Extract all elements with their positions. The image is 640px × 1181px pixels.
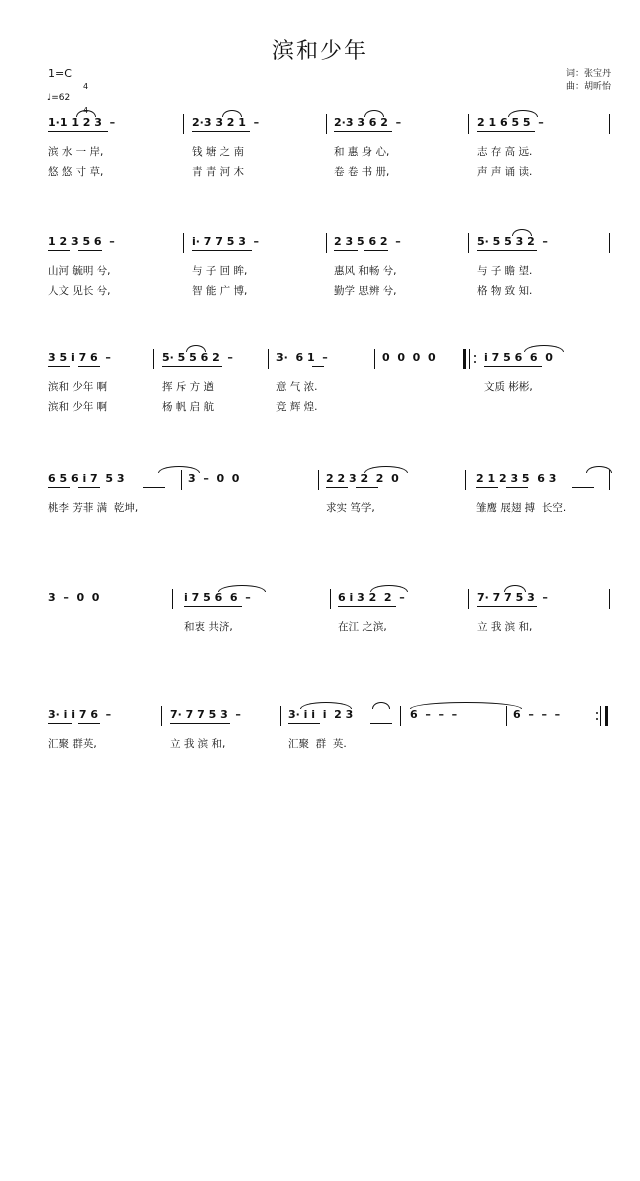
measure-notes: 7· 7 7 5 3 –	[170, 708, 241, 721]
barline	[172, 589, 173, 609]
beam-underline	[370, 723, 392, 724]
final-barline	[600, 706, 601, 726]
lyric-line-1: 文质 彬彬,	[484, 381, 533, 393]
tie-slur	[158, 466, 200, 473]
measure-notes: 3· i i 7 6 –	[48, 708, 112, 721]
measure-notes: 5· 5 5 3 2 –	[477, 235, 548, 248]
lyric-line-1: 滨和 少年 啊	[48, 381, 108, 393]
beam-underline	[364, 250, 388, 251]
lyric-line-2: 格 物 致 知.	[477, 285, 533, 297]
lyric-line-1: 桃李 芳菲 满 乾坤,	[48, 502, 139, 514]
measure-notes: 2·3 3 2 1 –	[192, 116, 260, 129]
measure-notes: 2·3 3 6 2 –	[334, 116, 402, 129]
measure-notes: 1 2 3 5 6 –	[48, 235, 115, 248]
beam-underline	[477, 250, 537, 251]
measure-notes: 2 2 3 2 2 0	[326, 472, 399, 485]
beam-underline	[48, 487, 70, 488]
beam-underline	[572, 487, 594, 488]
quarter-note-icon: ♩	[47, 93, 52, 103]
measure-notes: 3 – 0 0	[48, 591, 100, 604]
barline	[468, 114, 469, 134]
lyric-line-1: 立 我 滨 和,	[477, 621, 533, 633]
lyric-line-1: 惠风 和畅 兮,	[334, 265, 397, 277]
score-system-3	[0, 349, 640, 419]
lyric-line-1: 意 气 浓.	[276, 381, 318, 393]
barline	[609, 114, 610, 134]
beam-underline	[192, 131, 250, 132]
lyric-line-1: 和衷 共济,	[184, 621, 233, 633]
lyric-line-2: 杨 帆 启 航	[162, 401, 215, 413]
barline	[181, 470, 182, 490]
measure-notes: 6 – – –	[410, 708, 458, 721]
beam-underline	[143, 487, 165, 488]
lyric-line-1: 汇聚 群 英.	[288, 738, 347, 750]
beam-underline	[48, 250, 70, 251]
beam-underline	[170, 723, 230, 724]
lyric-line-2: 智 能 广 博,	[192, 285, 248, 297]
beam-underline	[192, 250, 252, 251]
tie-slur	[586, 466, 612, 473]
lyric-line-1: 钱 塘 之 南	[192, 146, 245, 158]
beam-underline	[334, 250, 358, 251]
lyric-line-2: 青 青 河 木	[192, 166, 245, 178]
measure-notes: 1·1 1 2 3 –	[48, 116, 116, 129]
score-system-1	[0, 114, 640, 184]
tie-slur	[512, 229, 532, 236]
measure-notes: 3· 6 1 –	[276, 351, 328, 364]
barline	[326, 233, 327, 253]
measure-notes: i 7 5 6 6 0	[484, 351, 553, 364]
key-signature: 1=C	[48, 67, 72, 80]
tempo-marking	[47, 93, 70, 103]
barline	[400, 706, 401, 726]
beam-underline	[78, 250, 102, 251]
tie-slur	[222, 110, 242, 117]
barline	[465, 470, 466, 490]
beam-underline	[78, 366, 100, 367]
beam-underline	[476, 487, 498, 488]
lyric-line-2: 人文 见长 兮,	[48, 285, 111, 297]
tie-slur	[370, 585, 408, 592]
lyricist-credit: 词：张宝丹	[566, 69, 612, 79]
tie-slur	[364, 466, 408, 473]
lyric-line-2: 竞 辉 煌.	[276, 401, 318, 413]
lyric-line-1: 立 我 滨 和,	[170, 738, 226, 750]
repeat-dot	[474, 361, 476, 363]
beam-underline	[477, 131, 535, 132]
beam-underline	[312, 366, 324, 367]
barline	[318, 470, 319, 490]
measure-notes: 6 i 3 2 2 –	[338, 591, 405, 604]
beam-underline	[356, 487, 378, 488]
barline	[183, 114, 184, 134]
lyric-line-1: 汇聚 群英,	[48, 738, 97, 750]
measure-notes: i· 7 7 5 3 –	[192, 235, 260, 248]
lyric-line-1: 与 子 回 眸,	[192, 265, 248, 277]
time-signature-bottom: 4	[83, 106, 89, 115]
barline	[609, 589, 610, 609]
measure-notes: 3· i i i 2 3	[288, 708, 354, 721]
barline	[161, 706, 162, 726]
barline	[280, 706, 281, 726]
beam-underline	[48, 366, 70, 367]
barline	[468, 233, 469, 253]
time-signature-top: 4	[83, 82, 89, 91]
barline	[183, 233, 184, 253]
measure-notes: 6 5 6 i 7 5 3	[48, 472, 125, 485]
barline	[268, 349, 269, 369]
beam-underline	[48, 723, 72, 724]
lyric-line-2: 滨和 少年 啊	[48, 401, 108, 413]
barline	[326, 114, 327, 134]
lyric-line-1: 与 子 瞻 望.	[477, 265, 533, 277]
barline	[153, 349, 154, 369]
composer-credit: 曲：胡昕怡	[566, 82, 612, 92]
measure-notes: 5· 5 5 6 2 –	[162, 351, 233, 364]
beam-underline	[506, 487, 528, 488]
beam-underline	[338, 606, 396, 607]
beam-underline	[78, 723, 100, 724]
barline	[468, 589, 469, 609]
measure-notes: 6 – – –	[513, 708, 561, 721]
tie-slur	[218, 585, 266, 592]
measure-notes: 2 3 5 6 2 –	[334, 235, 401, 248]
beam-underline	[484, 366, 542, 367]
tie-slur	[524, 345, 564, 352]
measure-notes: 3 – 0 0	[188, 472, 240, 485]
repeat-dot	[474, 355, 476, 357]
measure-notes: 0 0 0 0	[382, 351, 436, 364]
lyric-line-1: 滨 水 一 岸,	[48, 146, 104, 158]
final-barline	[605, 706, 608, 726]
barline	[609, 233, 610, 253]
repeat-barline	[463, 349, 466, 369]
repeat-dot	[596, 712, 598, 714]
lyric-line-2: 勤学 思辨 兮,	[334, 285, 397, 297]
repeat-dot	[596, 718, 598, 720]
measure-notes: 3 5 i 7 6 –	[48, 351, 111, 364]
measure-notes: 2 1 6 5 5 –	[477, 116, 544, 129]
barline	[374, 349, 375, 369]
beam-underline	[334, 131, 392, 132]
beam-underline	[326, 487, 348, 488]
barline	[506, 706, 507, 726]
lyric-line-1: 雏鹰 展翅 搏 长空.	[476, 502, 567, 514]
measure-notes: 7· 7 7 5 3 –	[477, 591, 548, 604]
tie-slur	[300, 702, 352, 709]
song-title: 滨和少年	[271, 39, 368, 64]
tie-slur	[410, 702, 522, 709]
beam-underline	[162, 366, 222, 367]
score-system-2	[0, 233, 640, 303]
tie-slur	[372, 702, 390, 709]
measure-notes: 2 1 2 3 5 6 3	[476, 472, 557, 485]
tie-slur	[504, 585, 526, 592]
tie-slur	[508, 110, 538, 117]
lyric-line-2: 卷 卷 书 册,	[334, 166, 390, 178]
barline	[609, 470, 610, 490]
lyric-line-2: 声 声 诵 读.	[477, 166, 533, 178]
lyric-line-1: 挥 斥 方 遒	[162, 381, 215, 393]
measure-notes: i 7 5 6 6 –	[184, 591, 251, 604]
beam-underline	[184, 606, 242, 607]
barline	[330, 589, 331, 609]
beam-underline	[48, 131, 108, 132]
lyric-line-1: 和 惠 身 心,	[334, 146, 390, 158]
tempo-value: =62	[51, 93, 71, 103]
tie-slur	[364, 110, 384, 117]
lyric-line-2: 悠 悠 寸 草,	[48, 166, 104, 178]
lyric-line-1: 在江 之滨,	[338, 621, 387, 633]
score-system-4	[0, 470, 640, 520]
beam-underline	[288, 723, 320, 724]
lyric-line-1: 山河 毓明 兮,	[48, 265, 111, 277]
beam-underline	[78, 487, 100, 488]
tie-slur	[186, 345, 206, 352]
repeat-barline	[469, 349, 470, 369]
beam-underline	[477, 606, 537, 607]
score-system-5	[0, 589, 640, 639]
lyric-line-1: 求实 笃学,	[326, 502, 375, 514]
score-system-6	[0, 706, 640, 752]
lyric-line-1: 志 存 高 远.	[477, 146, 533, 158]
tie-slur	[76, 110, 96, 117]
